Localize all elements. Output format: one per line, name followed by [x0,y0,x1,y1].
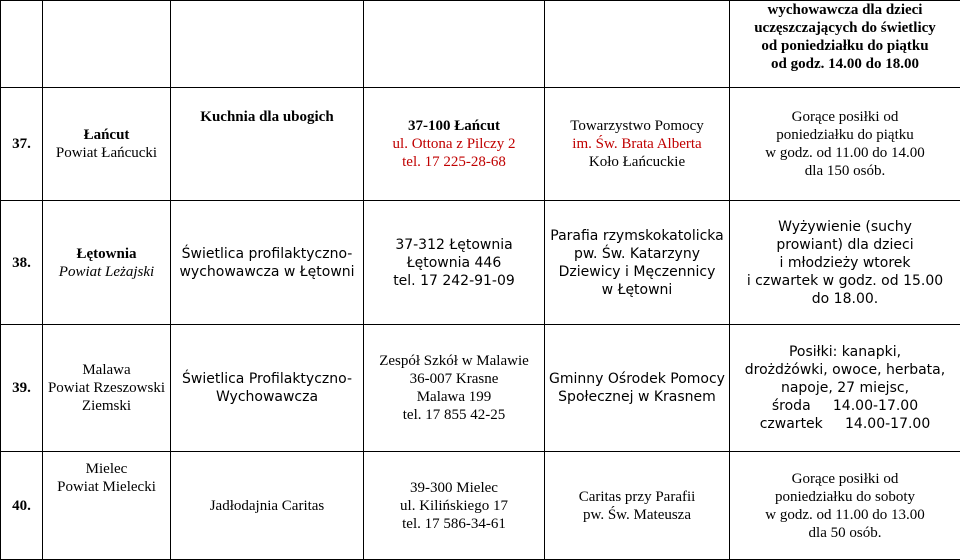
description-line: od godz. 14.00 do 18.00 [734,55,956,73]
description-line: prowiant) dla dzieci [734,236,956,254]
location-cell [43,452,171,560]
table-row [1,201,960,325]
location-cell [43,1,171,88]
description-line: i czwartek w godz. od 15.00 [734,272,956,290]
description-line: i młodzieży wtorek [734,254,956,272]
organizer-line: Towarzystwo Pomocy [549,117,725,135]
description-line: od poniedziałku do piątku [734,37,956,55]
number-cell [1,452,43,560]
description-line: środa 14.00-17.00 [734,397,956,415]
organizer-line: Koło Łańcuckie [549,153,725,171]
address-line: 36-007 Krasne [368,370,540,388]
facility-name: wychowawcza w Łętowni [175,263,359,281]
organizer-cell [545,452,730,560]
facility-name: Wychowawcza [175,388,359,406]
row-number: 40. [5,497,38,515]
location-cell [43,325,171,452]
description-line: poniedziałku do piątku [734,126,956,144]
organizer-line: Parafia rzymskokatolicka [549,227,725,245]
address-cell [364,1,545,88]
organizer-line: im. Św. Brata Alberta [549,135,725,153]
address-line: 39-300 Mielec [368,479,540,497]
description-line: wychowawcza dla dzieci [734,1,956,19]
address-line: tel. 17 225-28-68 [368,153,540,171]
row-number: 37. [5,135,38,153]
organizer-line: Społecznej w Krasnem [549,388,725,406]
town-name: Mielec [47,460,166,478]
table-row [1,452,960,560]
description-line: uczęszczających do świetlicy [734,19,956,37]
description-line: poniedziałku do soboty [734,488,956,506]
address-cell [364,325,545,452]
organizer-line: w Łętowni [549,281,725,299]
address-cell [364,88,545,201]
number-cell [1,88,43,201]
address-line: 37-100 Łańcut [368,117,540,135]
organizer-cell [545,325,730,452]
description-cell [730,452,960,560]
address-line: ul. Ottona z Pilczy 2 [368,135,540,153]
address-line: Malawa 199 [368,388,540,406]
address-line: Łętownia 446 [368,254,540,272]
description-line: napoje, 27 miejsc, [734,379,956,397]
county-name: Powiat Leżajski [47,263,166,281]
number-cell [1,201,43,325]
description-line: czwartek 14.00-17.00 [734,415,956,433]
row-number: 39. [5,379,38,397]
table-row [1,325,960,452]
county-name: Powiat Rzeszowski [47,379,166,397]
address-line: Zespół Szkół w Malawie [368,352,540,370]
address-line: ul. Kilińskiego 17 [368,497,540,515]
row-number: 38. [5,254,38,272]
location-cell [43,201,171,325]
county-name: Powiat Mielecki [47,478,166,496]
facility-name: Świetlica Profilaktyczno- [175,370,359,388]
table-row [1,88,960,201]
address-line: 37-312 Łętownia [368,236,540,254]
name-cell [171,452,364,560]
description-line: do 18.00. [734,290,956,308]
description-cell [730,201,960,325]
name-cell [171,201,364,325]
county-name: Ziemski [47,397,166,415]
organizer-line: Dziewicy i Męczennicy [549,263,725,281]
address-cell [364,452,545,560]
description-line: Gorące posiłki od [734,470,956,488]
description-cell [730,1,960,88]
description-line: w godz. od 11.00 do 14.00 [734,144,956,162]
description-cell [730,88,960,201]
county-name: Powiat Łańcucki [47,144,166,162]
description-line: dla 150 osób. [734,162,956,180]
organizer-cell [545,1,730,88]
number-cell [1,325,43,452]
location-cell [43,88,171,201]
description-line: Posiłki: kanapki, [734,343,956,361]
address-line: tel. 17 586-34-61 [368,515,540,533]
description-line: dla 50 osób. [734,524,956,542]
facility-name: Kuchnia dla ubogich [175,108,359,126]
address-line: tel. 17 855 42-25 [368,406,540,424]
organizer-cell [545,201,730,325]
organizer-line: pw. Św. Katarzyny [549,245,725,263]
town-name: Łańcut [47,126,166,144]
organizer-line: Gminny Ośrodek Pomocy [549,370,725,388]
organizer-cell [545,88,730,201]
name-cell [171,325,364,452]
organizer-line: pw. Św. Mateusza [549,506,725,524]
description-line: drożdżówki, owoce, herbata, [734,361,956,379]
description-line: w godz. od 11.00 do 13.00 [734,506,956,524]
address-line: tel. 17 242-91-09 [368,272,540,290]
name-cell [171,88,364,201]
address-cell [364,201,545,325]
description-line: Wyżywienie (suchy [734,218,956,236]
facility-name: Świetlica profilaktyczno- [175,245,359,263]
town-name: Łętownia [47,245,166,263]
name-cell [171,1,364,88]
table-row-continued [1,1,960,88]
number-cell [1,1,43,88]
town-name: Malawa [47,361,166,379]
organizer-line: Caritas przy Parafii [549,488,725,506]
description-line: Gorące posiłki od [734,108,956,126]
facility-name: Jadłodajnia Caritas [175,497,359,515]
description-cell [730,325,960,452]
